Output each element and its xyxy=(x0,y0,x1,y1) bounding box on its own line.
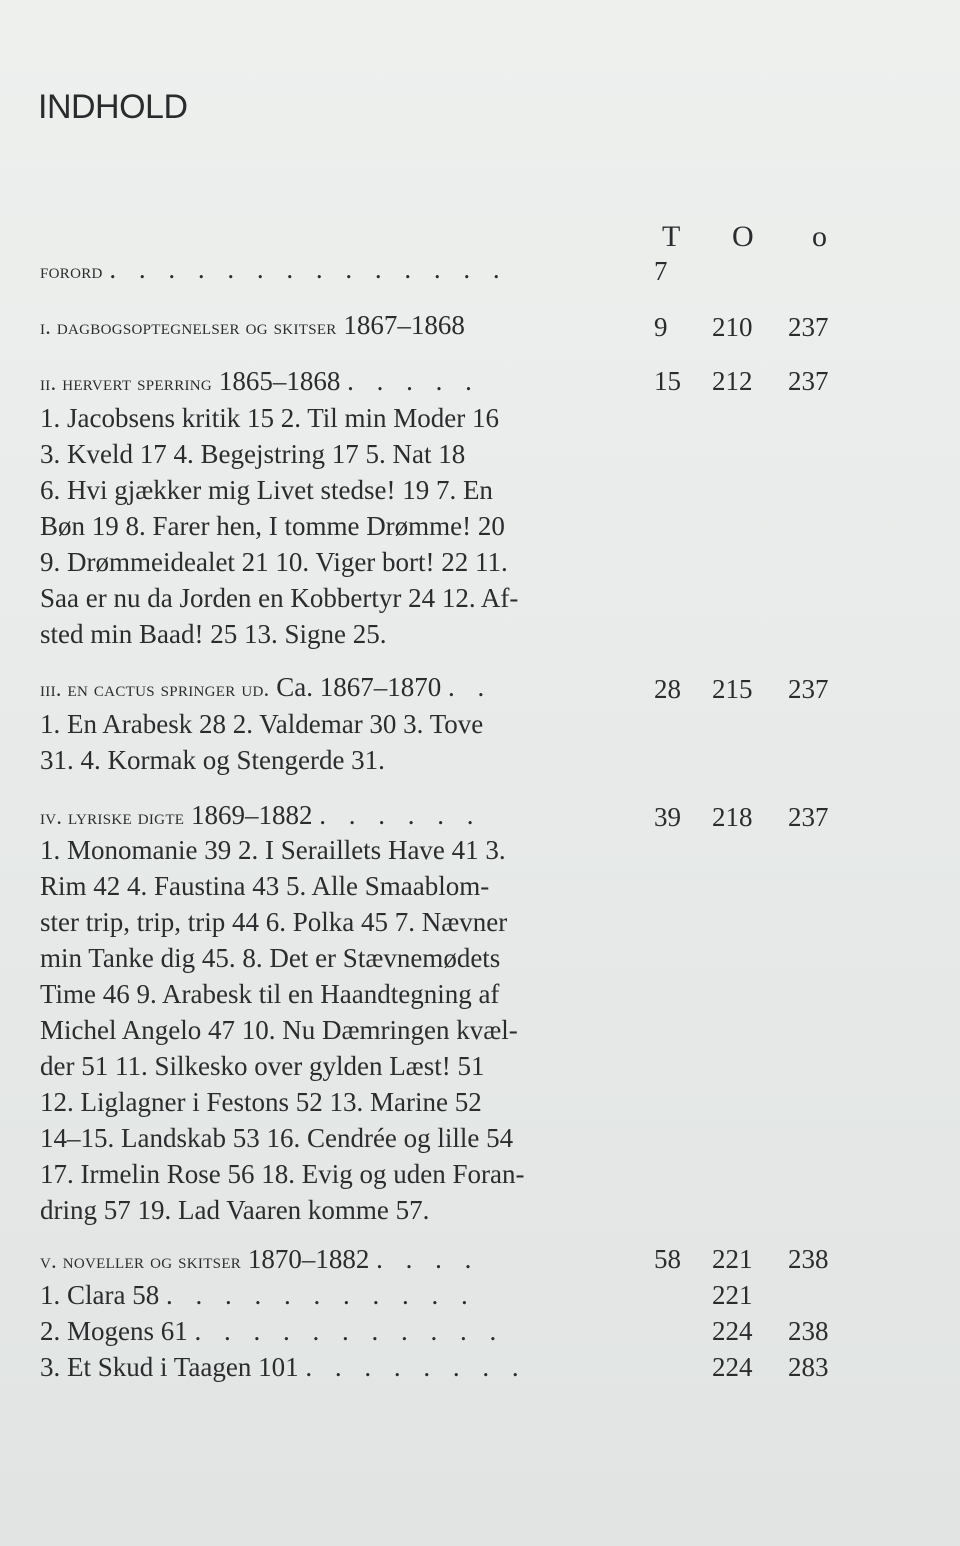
column-header-t: T xyxy=(662,220,681,253)
contents-line: min Tanke dig 45. 8. Det er Stævnemødets xyxy=(40,943,501,973)
contents-line: 14–15. Landskab 53 16. Cendrée og lille 54 xyxy=(40,1123,514,1153)
toc-entry-forord: forord . . . . . . . . . . . . . . xyxy=(40,254,508,284)
page-number-o-lower: 237 xyxy=(788,366,829,396)
contents-line: 9. Drømmeidealet 21 10. Viger bort! 22 11. xyxy=(40,547,508,577)
toc-entry-section-2: ii. hervert sperring 1865–1868 . . . . . xyxy=(40,366,480,396)
page-number-t: 58 xyxy=(654,1244,681,1274)
page-number-o: 215 xyxy=(712,674,753,704)
contents-line: 17. Irmelin Rose 56 18. Evig og uden Foran- xyxy=(40,1159,525,1189)
page-number-o-lower: 238 xyxy=(788,1316,829,1346)
contents-line: Rim 42 4. Faustina 43 5. Alle Smaablom- xyxy=(40,871,490,901)
page-number-o: 224 xyxy=(712,1352,753,1382)
page-number-o-lower: 237 xyxy=(788,802,829,832)
page-number-t: 15 xyxy=(654,366,681,396)
toc-entry-section-3: iii. en cactus springer ud. Ca. 1867–1870 . . xyxy=(40,672,493,702)
page-number-o: 224 xyxy=(712,1316,753,1346)
contents-line: Saa er nu da Jorden en Kobbertyr 24 12. Af- xyxy=(40,583,519,613)
page-number-o: 221 xyxy=(712,1244,753,1274)
contents-line: ster trip, trip, trip 44 6. Polka 45 7. Nævner xyxy=(40,907,508,937)
contents-line: 1. En Arabesk 28 2. Valdemar 30 3. Tove xyxy=(40,709,484,739)
contents-line: der 51 11. Silkesko over gylden Læst! 51 xyxy=(40,1051,485,1081)
page-number-o-lower: 283 xyxy=(788,1352,829,1382)
contents-line: Michel Angelo 47 10. Nu Dæmringen kvæl- xyxy=(40,1015,518,1045)
story-entry: 1. Clara 58 . . . . . . . . . . . xyxy=(40,1280,476,1310)
toc-entry-section-1: i. dagbogsoptegnelser og skitser 1867–1868 xyxy=(40,310,465,340)
toc-entry-section-4: iv. lyriske digte 1869–1882 . . . . . . xyxy=(40,800,482,830)
contents-line: 1. Monomanie 39 2. I Seraillets Have 41 3. xyxy=(40,835,506,865)
contents-line: 1. Jacobsens kritik 15 2. Til min Moder 16 xyxy=(40,403,500,433)
page-number-t: 7 xyxy=(654,256,668,286)
story-entry: 3. Et Skud i Taagen 101 . . . . . . . . xyxy=(40,1352,527,1382)
page-number-o: 212 xyxy=(712,366,753,396)
contents-line: Bøn 19 8. Farer hen, I tomme Drømme! 20 xyxy=(40,511,505,541)
page-number-o: 210 xyxy=(712,312,753,342)
column-header-o-lower: o xyxy=(812,220,827,253)
page-title: INDHOLD xyxy=(38,88,188,126)
contents-line: Time 46 9. Arabesk til en Haandtegning af xyxy=(40,979,500,1009)
page-number-t: 28 xyxy=(654,674,681,704)
page-number-o-lower: 237 xyxy=(788,674,829,704)
contents-line: 31. 4. Kormak og Stengerde 31. xyxy=(40,745,385,775)
page-number-o: 221 xyxy=(712,1280,753,1310)
story-entry: 2. Mogens 61 . . . . . . . . . . . xyxy=(40,1316,505,1346)
section-2-contents xyxy=(40,400,610,652)
page-number-t: 39 xyxy=(654,802,681,832)
section-3-contents xyxy=(40,706,610,778)
page-number-t: 9 xyxy=(654,312,668,342)
column-header-o: O xyxy=(732,220,754,253)
page-number-o-lower: 238 xyxy=(788,1244,829,1274)
page-number-o: 218 xyxy=(712,802,753,832)
page-number-o-lower: 237 xyxy=(788,312,829,342)
contents-line: sted min Baad! 25 13. Signe 25. xyxy=(40,619,387,649)
contents-line: 12. Liglagner i Festons 52 13. Marine 52 xyxy=(40,1087,482,1117)
contents-line: 6. Hvi gjækker mig Livet stedse! 19 7. En xyxy=(40,475,493,505)
toc-entry-section-5: v. noveller og skitser 1870–1882 . . . . xyxy=(40,1244,480,1274)
contents-line: dring 57 19. Lad Vaaren komme 57. xyxy=(40,1195,430,1225)
section-4-contents xyxy=(40,832,610,1228)
contents-line: 3. Kveld 17 4. Begejstring 17 5. Nat 18 xyxy=(40,439,466,469)
